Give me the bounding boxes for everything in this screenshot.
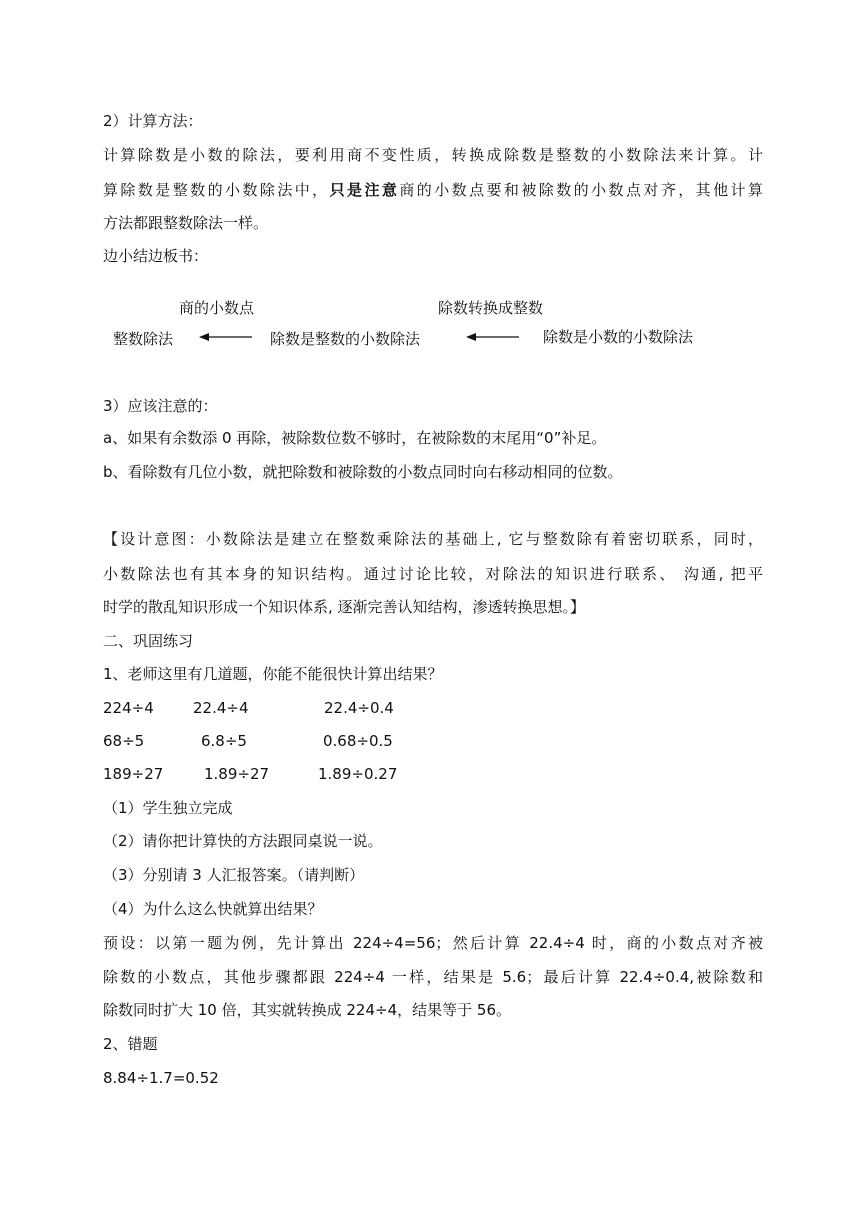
design-intent-line-1: 【设计意图：小数除法是建立在整数乘除法的基础上, 它与整数除有着密切联系，同时， [103, 530, 763, 548]
design-intent-line-2: 小数除法也有其本身的知识结构。通过讨论比较，对除法的知识进行联系、 沟通, 把平 [103, 565, 763, 583]
flow-top-left-label: 商的小数点 [179, 299, 255, 317]
method-line-2 [103, 180, 763, 200]
preset-line-1: 预设：以第一题为例，先计算出 224÷4=56；然后计算 22.4÷4 时，商的小数点对齐被 [103, 934, 763, 952]
exercise-item: 189÷27 [103, 765, 164, 783]
step-1: （1）学生独立完成 [103, 799, 233, 817]
method-line-2-post: 商的小数点要和被除数的小数点对齐，其他计算 [399, 181, 763, 199]
flow-top-right-label: 除数转换成整数 [438, 299, 544, 317]
practice-heading: 二、巩固练习 [103, 632, 194, 650]
step-2: （2）请你把计算快的方法跟同桌说一说。 [103, 832, 383, 850]
flow-middle-label: 除数是整数的小数除法 [270, 330, 421, 348]
exercise-item: 1.89÷0.27 [318, 765, 398, 783]
left-arrow-icon [466, 331, 520, 343]
note-a: a、如果有余数添 0 再除，被除数位数不够时，在被除数的末尾用“0”补足。 [103, 429, 607, 447]
exercise-item: 68÷5 [103, 732, 145, 750]
exercise-item: 1.89÷27 [204, 765, 270, 783]
step-4: （4）为什么这么快就算出结果？ [103, 900, 323, 918]
step-3: （3）分别请 3 人汇报答案。（请判断） [103, 866, 365, 884]
question-2: 2、错题 [103, 1035, 158, 1053]
method-line-2-pre: 算除数是整数的小数除法中， [103, 181, 330, 199]
note-b: b、看除数有几位小数，就把除数和被除数的小数点同时向右移动相同的位数。 [103, 463, 623, 481]
method-emphasis: 只是注意 [329, 181, 400, 199]
exercise-item: 6.8÷5 [201, 732, 247, 750]
notes-heading: 3）应该注意的： [103, 397, 218, 415]
flow-left-label: 整数除法 [113, 330, 174, 348]
question-2-equation: 8.84÷1.7=0.52 [103, 1069, 219, 1087]
board-title: 边小结边板书： [103, 247, 209, 265]
design-intent-line-3: 时学的散乱知识形成一个知识体系, 逐渐完善认知结构，渗透转换思想。】 [103, 598, 586, 616]
exercise-item: 22.4÷0.4 [324, 699, 394, 717]
left-arrow-icon [199, 331, 253, 343]
method-heading: 2）计算方法： [103, 112, 203, 130]
exercise-item: 22.4÷4 [193, 699, 249, 717]
exercise-item: 0.68÷0.5 [323, 732, 393, 750]
exercise-item: 224÷4 [103, 699, 154, 717]
flow-right-label: 除数是小数的小数除法 [543, 328, 694, 346]
preset-line-2: 除数的小数点，其他步骤都跟 224÷4 一样，结果是 5.6；最后计算 22.4÷0.4,被除数和 [103, 968, 763, 986]
method-line-3: 方法都跟整数除法一样。 [103, 214, 269, 232]
preset-line-3: 除数同时扩大 10 倍，其实就转换成 224÷4，结果等于 56。 [103, 1001, 511, 1019]
method-line-1: 计算除数是小数的除法，要利用商不变性质，转换成除数是整数的小数除法来计算。计 [103, 146, 763, 164]
question-1: 1、老师这里有几道题，你能不能很快计算出结果？ [103, 665, 443, 683]
